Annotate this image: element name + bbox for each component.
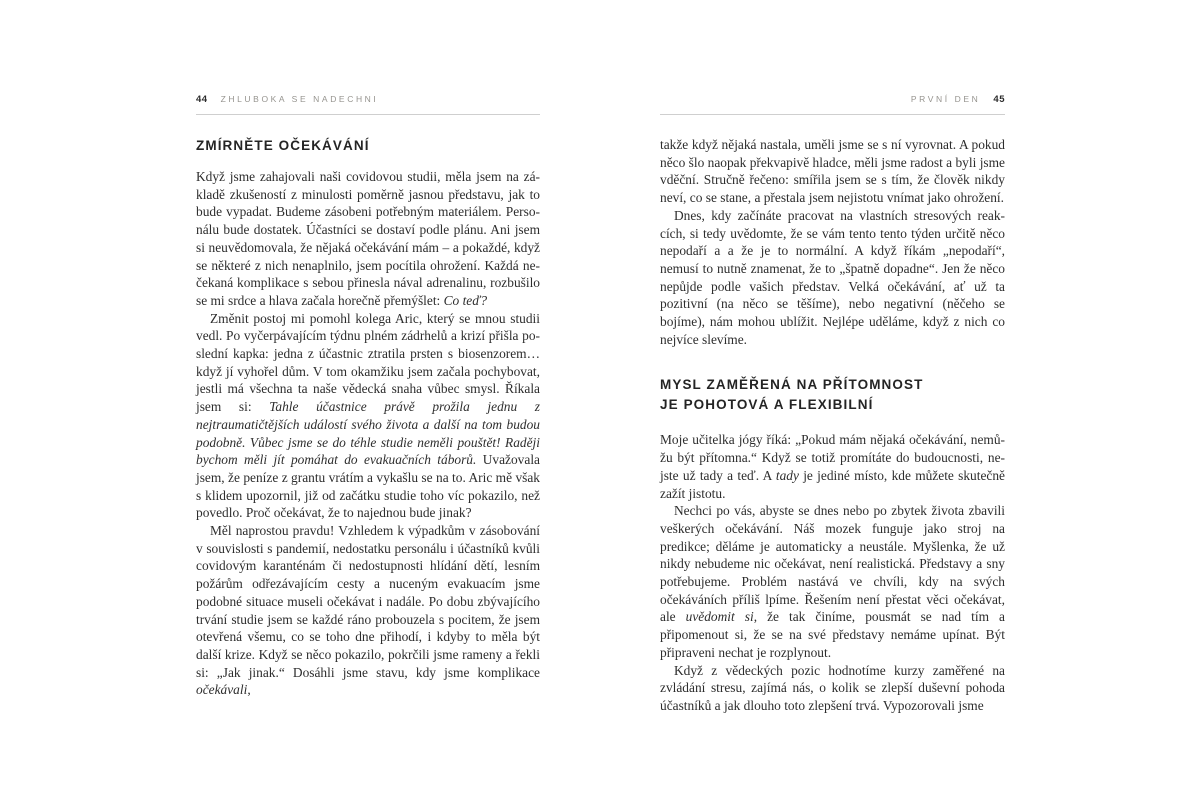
paragraph: takže když nějaká nastala, uměli jsme se s ní vyrovnat. A pokud něco šlo naopak překvapivě hladce, měli jsme radost a byli jsme vděční. Stručně řečeno: smířila jsem se s tím, že člověk nikdy neví, co se stane, a přestala jsem nejistotu vnímat jako ohrožení. [660,137,1005,206]
section-heading-zmirnete-ocekavani: ZMÍRNĚTE OČEKÁVÁNÍ [196,138,370,153]
section-heading-mysl-zamerena [660,375,1005,414]
right-running-title: PRVNÍ DEN [910,94,981,104]
right-body-text-bottom [660,431,1005,714]
section-heading-line-2: JE POHOTOVÁ A FLEXIBILNÍ [660,396,874,412]
paragraph: Nechci po vás, abyste se dnes nebo po zbytek života zbavili veškerých očekávání. Náš mozek funguje jako stroj na predikce; děláme je automaticky a neustále. Myšlenka, že už nikdy nebudeme nic očekávat, není realistická. Představy a sny potřebujeme. Problém nastává ve chvíli, kdy na svých očekáváních příliš lpíme. Řešením není přestat věci očekávat, ale uvědomit si, že tak činíme, pousmát se nad tím a připomenout si, že se na své představy nemáme upínat. Být připraveni nechat je rozplynout. [660,503,1005,660]
paragraph: Dnes, kdy začínáte pracovat na vlastních stresových reakcích, si tedy uvědomte, že se vám tento tento týden určitě něco nepodaří a a že je to normální. A když říkám „nepodaří“, nemusí to nutně znamenat, že to „špatně dopadne“. Jen že něco nepůjde podle vašich představ. Velká očekávání, ať už ta pozitivní (na něco se těšíme), nebo negativní (něčeho se bojíme), nám mohou ublížit. Nejlépe uděláme, když z nich co nejvíce slevíme. [660,207,1005,347]
right-page [660,94,1005,715]
right-page-number: 45 [993,94,1005,105]
paragraph: Když z vědeckých pozic hodnotíme kurzy zaměřené na zvládání stresu, zajímá nás, o kolik se zlepší duševní pohoda účastníků a jak dlouho toto zlepšení trvá. Vypozorovali jsme [660,662,1005,713]
paragraph: Moje učitelka jógy říká: „Pokud mám nějaká očekávání, nemůžu být přítomna.“ Když se totiž promítáte do budoucnosti, nejste už tady a teď. A tady je jediné místo, kde můžete skutečně zažít jistotu. [660,432,1005,501]
left-page-number: 44 [196,94,208,105]
left-running-head [196,94,540,115]
paragraph: Měl naprostou pravdu! Vzhledem k výpadkům v zásobování v souvislosti s pandemií, nedostatku personálu i účastníků kvůli covidovým karanténám či nedostupnosti hlídání dětí, lesním požárům odřezávajícím cesty a nuceným evakuacím jsme podobné situace museli očekávat i nadále. Po dobu zbývajícího trvání studie jsem se každé ráno probouzela s pocitem, že jsem otevřená všemu, co se toho dne přihodí, i kdyby to měla být další krize. Když se něco pokazilo, pokrčili jsme rameny a řekli si: „Jak jinak.“ Dosáhli jsme stavu, kdy jsme komplikace očekávali, [196,523,540,698]
right-running-head [660,94,1005,115]
section-heading-line-1: MYSL ZAMĚŘENÁ NA PŘÍTOMNOST [660,377,924,393]
left-page [196,94,540,699]
left-running-title: ZHLUBOKA SE NADECHNI [220,94,379,104]
paragraph: Když jsme zahajovali naši covidovou studii, měla jsem na základě zkušeností z minulosti poměrně jasnou představu, jak to bude vypadat. Budeme zásobeni potřebným materiálem. Personálu bude dostatek. Účastníci se dostaví podle plánu. Ani jsem si neuvědomovala, že nějaká očekávání mám – a pokaždé, když se některé z nich nenaplnilo, jsem pocítila ohrožení. Každá nečekaná komplikace s sebou přinesla nával adrenalinu, rozbušilo se mi srdce a hlava začala horečně přemýšlet: Co teď? [196,169,540,308]
paragraph: Změnit postoj mi pomohl kolega Aric, který se mnou studii vedl. Po vyčerpávajícím týdnu plném zádrhelů a krizí přišla poslední kapka: jedna z účastnic ztratila prsten s biosenzorem… když jí vyhořel dům. V tom okamžiku jsem začala pochybovat, jestli má všechna ta naše vědecká snaha vůbec smysl. Říkala jsem si: Tahle účastnice právě prožila jednu z nejtraumatičtějších událostí svého života a další na tom budou podobně. Vůbec jsme se do téhle studie neměli pouštět! Raději bychom měli jít pomáhat do evakuačních táborů. Uvažovala jsem, že peníze z grantu vrátím a vykašlu se na to. Aric mě však s klidem upozornil, již od začátku studie toho víc pokazilo, než povedlo. Proč očekávat, že to najednou bude jinak? [196,310,541,521]
right-body-text-top [660,136,1005,348]
left-body-text [196,168,540,699]
